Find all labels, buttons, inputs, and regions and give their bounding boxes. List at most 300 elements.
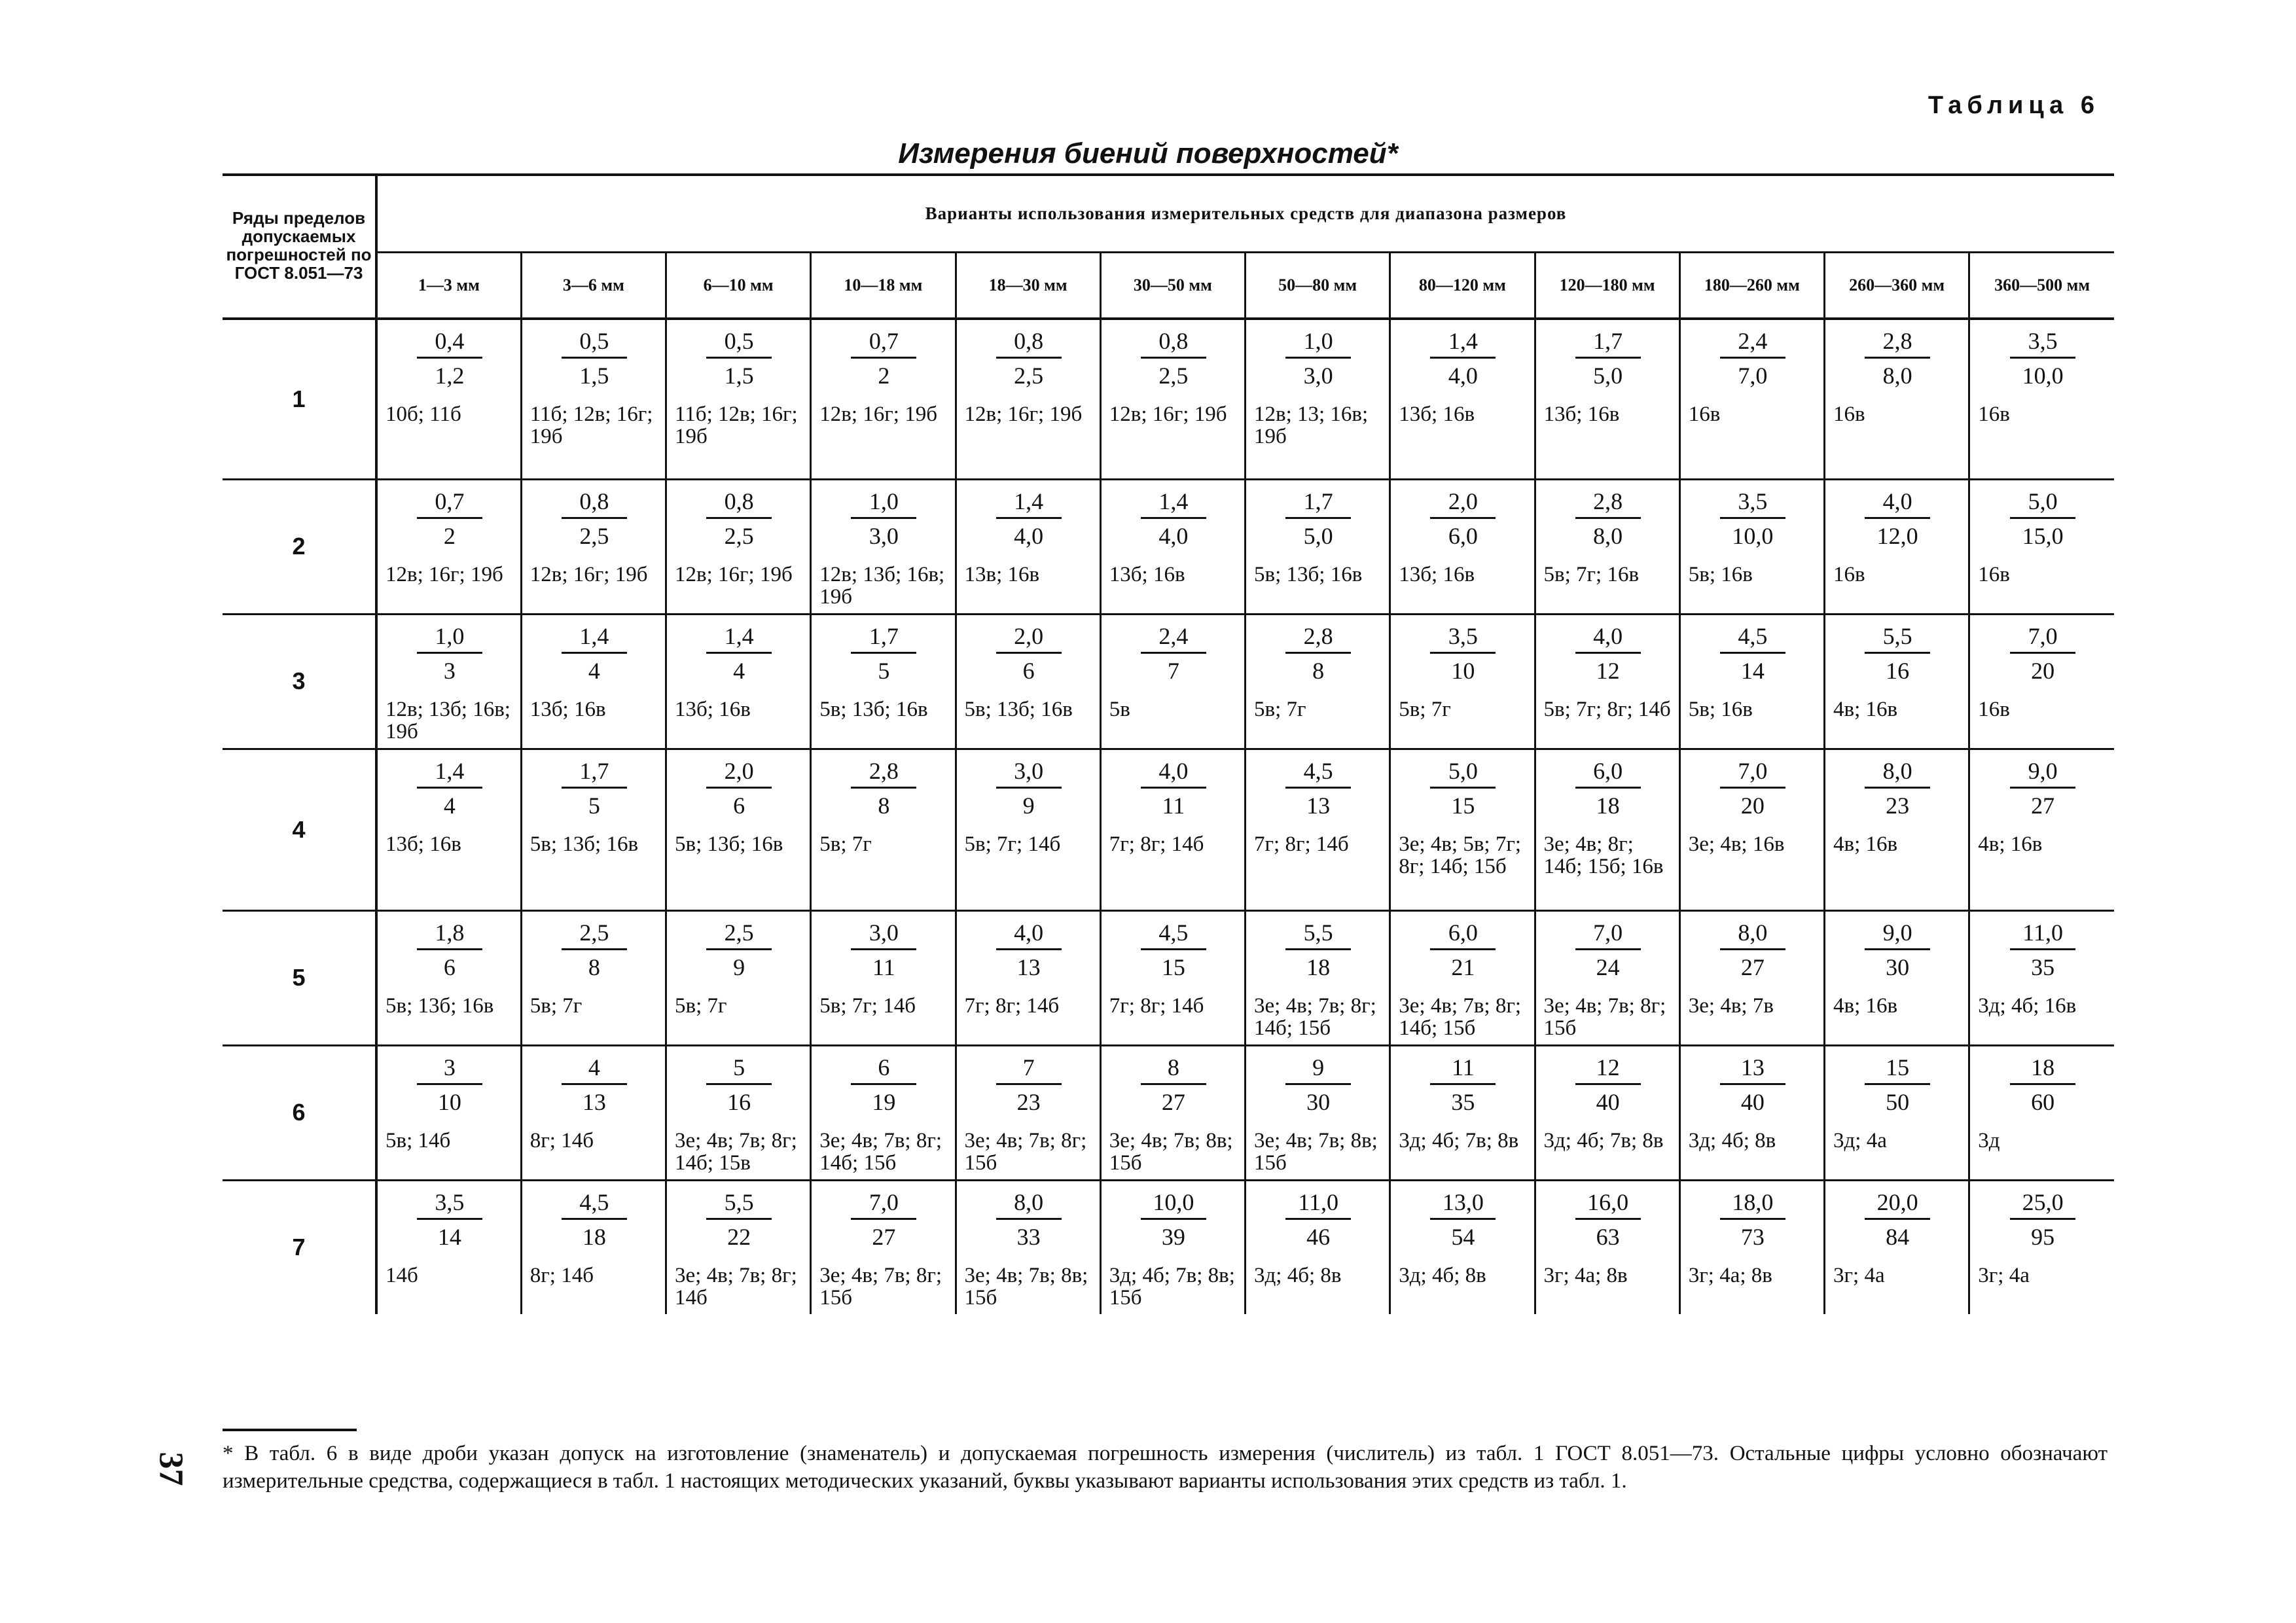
table-cell — [1825, 1045, 1969, 1180]
measurement-error-numerator: 1,0 — [851, 487, 916, 519]
tolerance-fraction — [1141, 1188, 1206, 1251]
tolerance-fraction — [1865, 918, 1930, 982]
tolerance-denominator: 19 — [872, 1088, 896, 1115]
measuring-means-codes: 3д; 4б; 8в — [1254, 1263, 1342, 1287]
measurement-error-numerator: 2,5 — [562, 918, 627, 950]
tolerance-fraction — [562, 1053, 627, 1116]
measuring-means-codes: 3е; 4в; 7в; 8г; 14б; 15б — [1254, 993, 1376, 1040]
measurement-error-numerator: 3,5 — [1430, 622, 1496, 654]
table-cell — [1246, 1045, 1390, 1180]
tolerance-fraction — [706, 487, 772, 550]
measurement-error-numerator: 2,8 — [1575, 487, 1641, 519]
measuring-means-codes: 3д; 4б; 7в; 8в; 15б — [1109, 1263, 1235, 1310]
size-range-header: 6—10 мм — [666, 253, 811, 319]
table-cell — [1679, 479, 1824, 614]
tolerance-denominator: 8 — [588, 954, 600, 980]
measurement-error-numerator: 1,4 — [562, 622, 627, 654]
measurement-error-numerator: 2,8 — [1285, 622, 1351, 654]
measurement-error-numerator: 11 — [1430, 1053, 1496, 1085]
table-cell — [1100, 319, 1245, 479]
measuring-means-codes: 3е; 4в; 7в; 8г; 14б — [675, 1263, 797, 1310]
measurement-error-numerator: 7,0 — [851, 1188, 916, 1220]
tolerance-fraction — [996, 1053, 1062, 1116]
tolerance-fraction — [996, 1188, 1062, 1251]
table-cell — [376, 910, 521, 1045]
tolerance-denominator: 21 — [1451, 954, 1475, 980]
measuring-means-codes: 16в — [1978, 697, 2010, 721]
measuring-means-codes: 12в; 13; 16в; 19б — [1254, 402, 1369, 448]
page-number: 37 — [152, 1452, 190, 1486]
measurement-error-numerator: 3,5 — [1720, 487, 1785, 519]
measuring-means-codes: 7г; 8г; 14б — [964, 993, 1060, 1018]
table-row — [223, 319, 2114, 479]
tolerance-denominator: 95 — [2031, 1223, 2055, 1250]
table-cell — [1825, 479, 1969, 614]
table-cell — [1679, 749, 1824, 910]
tolerance-denominator: 73 — [1740, 1223, 1765, 1250]
measurement-error-numerator: 20,0 — [1865, 1188, 1930, 1220]
table-cell — [1535, 614, 1679, 749]
size-range-header: 50—80 мм — [1246, 253, 1390, 319]
table-cell — [1246, 1180, 1390, 1314]
table-cell — [1535, 910, 1679, 1045]
measurement-error-numerator: 0,8 — [562, 487, 627, 519]
measuring-means-codes: 12в; 13б; 16в; 19б — [386, 697, 511, 743]
measurement-error-numerator: 0,7 — [851, 327, 916, 359]
runout-measurements-table — [223, 173, 2114, 1314]
measuring-means-codes: 7г; 8г; 14б — [1109, 832, 1204, 856]
measuring-means-codes: 5в; 7г; 16в — [1543, 562, 1640, 586]
measuring-means-codes: 7г; 8г; 14б — [1254, 832, 1349, 856]
measuring-means-codes: 3е; 4в; 5в; 7г; 8г; 14б; 15б — [1399, 832, 1522, 878]
tolerance-denominator: 54 — [1451, 1223, 1475, 1250]
measuring-means-codes: 5в; 7г; 8г; 14б — [1543, 697, 1671, 721]
tolerance-denominator: 8 — [1312, 657, 1325, 684]
measuring-means-codes: 10б; 11б — [386, 402, 461, 426]
table-cell — [1390, 910, 1535, 1045]
measurement-error-numerator: 5 — [706, 1053, 772, 1085]
table-title: Измерения биений поверхностей* — [898, 137, 1398, 169]
measurement-error-numerator: 1,4 — [1430, 327, 1496, 359]
tolerance-denominator: 60 — [2031, 1088, 2055, 1115]
tolerance-fraction — [1575, 1188, 1641, 1251]
table-cell — [521, 910, 666, 1045]
table-row — [223, 1180, 2114, 1314]
measuring-means-codes: 4в; 16в — [1833, 832, 1898, 856]
measuring-means-codes: 11б; 12в; 16г; 19б — [675, 402, 798, 448]
measurement-error-numerator: 4,5 — [1141, 918, 1206, 950]
tolerance-denominator: 7,0 — [1738, 363, 1768, 389]
table-cell — [1100, 479, 1245, 614]
measurement-error-numerator: 2,0 — [706, 757, 772, 789]
table-cell — [1969, 319, 2114, 479]
tolerance-denominator: 23 — [1886, 792, 1910, 819]
measuring-means-codes: 3е; 4в; 7в; 8г; 15б — [819, 1263, 942, 1310]
measuring-means-codes: 13б; 16в — [1399, 402, 1475, 426]
tolerance-denominator: 18 — [1306, 954, 1331, 980]
measuring-means-codes: 5в; 13б; 16в — [1254, 562, 1363, 586]
measurement-error-numerator: 13 — [1720, 1053, 1785, 1085]
measurement-error-numerator: 2,0 — [996, 622, 1062, 654]
measuring-means-codes: 13б; 16в — [1543, 402, 1620, 426]
tolerance-denominator: 4,0 — [1158, 522, 1189, 549]
tolerance-fraction — [1575, 622, 1641, 685]
tolerance-fraction — [851, 327, 916, 390]
tolerance-denominator: 14 — [1740, 657, 1765, 684]
tolerance-fraction — [1575, 918, 1641, 982]
measurement-error-numerator: 7,0 — [1720, 757, 1785, 789]
tolerance-fraction — [1720, 622, 1785, 685]
table-cell — [1100, 1045, 1245, 1180]
table-cell — [956, 749, 1100, 910]
tolerance-fraction — [562, 757, 627, 820]
tolerance-fraction — [562, 1188, 627, 1251]
measurement-error-numerator: 4,0 — [996, 918, 1062, 950]
tolerance-denominator: 24 — [1596, 954, 1620, 980]
measuring-means-codes: 13б; 16в — [1109, 562, 1185, 586]
measuring-means-codes: 4в; 16в — [1833, 993, 1898, 1018]
measurement-error-numerator: 6,0 — [1430, 918, 1496, 950]
measuring-means-codes: 12в; 13б; 16в; 19б — [819, 562, 945, 609]
size-range-header: 3—6 мм — [521, 253, 666, 319]
table-cell — [811, 479, 956, 614]
measuring-means-codes: 3е; 4в; 7в — [1688, 993, 1774, 1018]
size-range-header: 120—180 мм — [1535, 253, 1679, 319]
tolerance-fraction — [1285, 1188, 1351, 1251]
tolerance-denominator: 30 — [1306, 1088, 1331, 1115]
table-cell — [1246, 749, 1390, 910]
measurement-error-numerator: 5,0 — [1430, 757, 1496, 789]
table-cell — [1535, 319, 1679, 479]
measurement-error-numerator: 4 — [562, 1053, 627, 1085]
tolerance-fraction — [562, 487, 627, 550]
table-cell — [1100, 614, 1245, 749]
tolerance-fraction — [1720, 1188, 1785, 1251]
tolerance-denominator: 8,0 — [1882, 363, 1912, 389]
tolerance-denominator: 6 — [1022, 657, 1035, 684]
measuring-means-codes: 3д; 4б; 7в; 8в — [1543, 1128, 1664, 1152]
measuring-means-codes: 5в; 13б; 16в — [964, 697, 1073, 721]
tolerance-fraction — [1430, 622, 1496, 685]
tolerance-denominator: 20 — [1740, 792, 1765, 819]
measurement-error-numerator: 8,0 — [996, 1188, 1062, 1220]
tolerance-fraction — [851, 487, 916, 550]
measurement-error-numerator: 9,0 — [1865, 918, 1930, 950]
tolerance-fraction — [417, 622, 482, 685]
tolerance-fraction — [1141, 1053, 1206, 1116]
tolerance-fraction — [1430, 757, 1496, 820]
tolerance-fraction — [1865, 622, 1930, 685]
size-range-header: 1—3 мм — [376, 253, 521, 319]
tolerance-denominator: 10,0 — [1732, 522, 1774, 549]
measurement-error-numerator: 0,8 — [706, 487, 772, 519]
row-series-label: 7 — [223, 1180, 376, 1314]
table-cell — [1969, 749, 2114, 910]
table-cell — [811, 614, 956, 749]
size-range-header: 30—50 мм — [1100, 253, 1245, 319]
measuring-means-codes: 5в; 7г — [529, 993, 583, 1018]
measurement-error-numerator: 4,5 — [1720, 622, 1785, 654]
tolerance-fraction — [706, 622, 772, 685]
tolerance-fraction — [1141, 327, 1206, 390]
tolerance-denominator: 63 — [1596, 1223, 1620, 1250]
measuring-means-codes: 3д; 4б; 8в — [1688, 1128, 1776, 1152]
measuring-means-codes: 11б; 12в; 16г; 19б — [529, 402, 653, 448]
table-cell — [1679, 319, 1824, 479]
measurement-error-numerator: 2,0 — [1430, 487, 1496, 519]
size-range-header: 260—360 мм — [1825, 253, 1969, 319]
tolerance-denominator: 2 — [878, 363, 890, 389]
table-cell — [1246, 319, 1390, 479]
measuring-means-codes: 12в; 16г; 19б — [1109, 402, 1227, 426]
measuring-means-codes: 16в — [1833, 562, 1865, 586]
measuring-means-codes: 5в; 13б; 16в — [386, 993, 494, 1018]
tolerance-denominator: 46 — [1306, 1223, 1331, 1250]
measuring-means-codes: 3е; 4в; 8г; 14б; 15б; 16в — [1543, 832, 1664, 878]
measuring-means-codes: 3д — [1978, 1128, 2000, 1152]
measurement-error-numerator: 12 — [1575, 1053, 1641, 1085]
measuring-means-codes: 12в; 16г; 19б — [529, 562, 648, 586]
measurement-error-numerator: 1,4 — [1141, 487, 1206, 519]
tolerance-fraction — [417, 757, 482, 820]
table-cell — [666, 479, 811, 614]
tolerance-denominator: 84 — [1886, 1223, 1910, 1250]
measurement-error-numerator: 5,5 — [706, 1188, 772, 1220]
tolerance-denominator: 2,5 — [1158, 363, 1189, 389]
measuring-means-codes: 3г; 4а — [1978, 1263, 2030, 1287]
tolerance-denominator: 4,0 — [1014, 522, 1044, 549]
tolerance-fraction — [2010, 622, 2075, 685]
tolerance-denominator: 8 — [878, 792, 890, 819]
measuring-means-codes: 12в; 16г; 19б — [819, 402, 937, 426]
table-cell — [376, 1045, 521, 1180]
table-cell — [811, 319, 956, 479]
measurement-error-numerator: 25,0 — [2010, 1188, 2075, 1220]
tolerance-fraction — [706, 327, 772, 390]
measurement-error-numerator: 7,0 — [1575, 918, 1641, 950]
measurement-error-numerator: 2,8 — [1865, 327, 1930, 359]
measurement-error-numerator: 8,0 — [1865, 757, 1930, 789]
table-cell — [1390, 1180, 1535, 1314]
table-cell — [666, 910, 811, 1045]
measurement-error-numerator: 15 — [1865, 1053, 1930, 1085]
tolerance-denominator: 4 — [443, 792, 456, 819]
table-cell — [811, 1045, 956, 1180]
measurement-error-numerator: 4,0 — [1141, 757, 1206, 789]
measuring-means-codes: 5в; 14б — [386, 1128, 451, 1152]
measurement-error-numerator: 0,8 — [996, 327, 1062, 359]
row-series-label: 5 — [223, 910, 376, 1045]
table-cell — [811, 1180, 956, 1314]
measurement-error-numerator: 5,5 — [1865, 622, 1930, 654]
tolerance-fraction — [851, 757, 916, 820]
measuring-means-codes: 5в; 13б; 16в — [675, 832, 783, 856]
table-cell — [1679, 614, 1824, 749]
tolerance-fraction — [706, 918, 772, 982]
measurement-error-numerator: 1,4 — [417, 757, 482, 789]
table-cell — [376, 319, 521, 479]
tolerance-fraction — [1720, 757, 1785, 820]
measurement-error-numerator: 5,0 — [2010, 487, 2075, 519]
tolerance-fraction — [1865, 757, 1930, 820]
measuring-means-codes: 13б; 16в — [1399, 562, 1475, 586]
measurement-error-numerator: 1,0 — [1285, 327, 1351, 359]
tolerance-fraction — [1285, 918, 1351, 982]
tolerance-denominator: 13 — [1306, 792, 1331, 819]
tolerance-denominator: 15,0 — [2022, 522, 2064, 549]
tolerance-fraction — [996, 487, 1062, 550]
table-row — [223, 479, 2114, 614]
tolerance-fraction — [2010, 757, 2075, 820]
tolerance-denominator: 9 — [1022, 792, 1035, 819]
table-cell — [956, 319, 1100, 479]
measurement-error-numerator: 2,5 — [706, 918, 772, 950]
tolerance-fraction — [2010, 918, 2075, 982]
row-series-label: 3 — [223, 614, 376, 749]
tolerance-fraction — [2010, 327, 2075, 390]
table-row — [223, 1045, 2114, 1180]
tolerance-denominator: 6,0 — [1448, 522, 1478, 549]
tolerance-fraction — [1575, 757, 1641, 820]
measurement-error-numerator: 4,5 — [562, 1188, 627, 1220]
measuring-means-codes: 5в; 16в — [1688, 697, 1753, 721]
tolerance-denominator: 11 — [872, 954, 895, 980]
measuring-means-codes: 3е; 4в; 7в; 8г; 14б; 15в — [675, 1128, 797, 1175]
tolerance-denominator: 27 — [1161, 1088, 1185, 1115]
table-cell — [376, 479, 521, 614]
measuring-means-codes: 3г; 4а; 8в — [1543, 1263, 1628, 1287]
tolerance-denominator: 15 — [1161, 954, 1185, 980]
measurement-error-numerator: 1,7 — [851, 622, 916, 654]
table-cell — [1825, 749, 1969, 910]
tolerance-denominator: 9 — [733, 954, 745, 980]
measuring-means-codes: 3е; 4в; 7в; 8в; 15б — [964, 1263, 1088, 1310]
tolerance-denominator: 40 — [1596, 1088, 1620, 1115]
table-row — [223, 614, 2114, 749]
measurement-error-numerator: 5,5 — [1285, 918, 1351, 950]
table-cell — [1825, 910, 1969, 1045]
tolerance-fraction — [851, 1053, 916, 1116]
measuring-means-codes: 5в; 7г; 14б — [819, 993, 916, 1018]
table-body — [223, 319, 2114, 1314]
tolerance-fraction — [996, 327, 1062, 390]
measurement-error-numerator: 1,0 — [417, 622, 482, 654]
table-row — [223, 749, 2114, 910]
tolerance-fraction — [417, 487, 482, 550]
measuring-means-codes: 3е; 4в; 7в; 8г; 15б — [1543, 993, 1666, 1040]
tolerance-denominator: 39 — [1161, 1223, 1185, 1250]
tolerance-denominator: 4,0 — [1448, 363, 1478, 389]
size-range-header: 80—120 мм — [1390, 253, 1535, 319]
table-cell — [521, 319, 666, 479]
tolerance-denominator: 3,0 — [869, 522, 899, 549]
tolerance-fraction — [2010, 1188, 2075, 1251]
tolerance-fraction — [417, 327, 482, 390]
measuring-means-codes: 5в — [1109, 697, 1130, 721]
measurement-error-numerator: 6 — [851, 1053, 916, 1085]
table-cell — [1535, 479, 1679, 614]
measuring-means-codes: 3д; 4а — [1833, 1128, 1887, 1152]
measurement-error-numerator: 3,5 — [2010, 327, 2075, 359]
table-cell — [666, 749, 811, 910]
table-cell — [956, 1045, 1100, 1180]
table-cell — [1825, 319, 1969, 479]
table-cell — [1246, 910, 1390, 1045]
measurement-error-numerator: 13,0 — [1430, 1188, 1496, 1220]
row-series-header: Ряды пределов допускаемых погрешностей по ГОСТ 8.051—73 — [223, 175, 376, 319]
tolerance-fraction — [1575, 327, 1641, 390]
tolerance-denominator: 3,0 — [1303, 363, 1333, 389]
tolerance-fraction — [1865, 327, 1930, 390]
measuring-means-codes: 3е; 4в; 7в; 8г; 14б; 15б — [1399, 993, 1522, 1040]
tolerance-fraction — [1285, 1053, 1351, 1116]
tolerance-fraction — [1285, 327, 1351, 390]
table-cell — [1390, 479, 1535, 614]
tolerance-fraction — [1865, 1053, 1930, 1116]
measurement-error-numerator: 0,5 — [562, 327, 627, 359]
table-cell — [376, 749, 521, 910]
table-cell — [956, 479, 1100, 614]
table-cell — [521, 1045, 666, 1180]
table-cell — [1535, 749, 1679, 910]
measurement-error-numerator: 1,4 — [996, 487, 1062, 519]
tolerance-fraction — [1865, 487, 1930, 550]
size-ranges-header-row — [223, 253, 2114, 319]
tolerance-denominator: 50 — [1886, 1088, 1910, 1115]
tolerance-fraction — [851, 1188, 916, 1251]
table-cell — [1535, 1045, 1679, 1180]
measurement-error-numerator: 4,0 — [1575, 622, 1641, 654]
table-cell — [666, 614, 811, 749]
table-cell — [1390, 614, 1535, 749]
table-cell — [666, 1045, 811, 1180]
tolerance-denominator: 22 — [727, 1223, 751, 1250]
measurement-error-numerator: 11,0 — [1285, 1188, 1351, 1220]
table-cell — [521, 1180, 666, 1314]
measuring-means-codes: 12в; 16г; 19б — [386, 562, 503, 586]
measuring-means-codes: 3е; 4в; 7в; 8г; 15б — [964, 1128, 1087, 1175]
tolerance-denominator: 5,0 — [1593, 363, 1623, 389]
table-cell — [1100, 910, 1245, 1045]
table-cell — [1390, 1045, 1535, 1180]
measurement-error-numerator: 0,4 — [417, 327, 482, 359]
table-cell — [956, 614, 1100, 749]
measurement-error-numerator: 3,5 — [417, 1188, 482, 1220]
table-cell — [521, 614, 666, 749]
measuring-means-codes: 12в; 16г; 19б — [964, 402, 1083, 426]
table-cell — [811, 910, 956, 1045]
table-cell — [1969, 1045, 2114, 1180]
tolerance-denominator: 1,5 — [724, 363, 754, 389]
measurement-error-numerator: 10,0 — [1141, 1188, 1206, 1220]
measurement-error-numerator: 4,5 — [1285, 757, 1351, 789]
measurement-error-numerator: 2,4 — [1141, 622, 1206, 654]
table-cell — [1969, 479, 2114, 614]
tolerance-fraction — [1720, 1053, 1785, 1116]
tolerance-fraction — [851, 918, 916, 982]
measuring-means-codes: 3д; 4б; 16в — [1978, 993, 2077, 1018]
tolerance-fraction — [996, 622, 1062, 685]
tolerance-denominator: 16 — [727, 1088, 751, 1115]
tolerance-denominator: 27 — [2031, 792, 2055, 819]
measurement-error-numerator: 16,0 — [1575, 1188, 1641, 1220]
measurement-error-numerator: 3 — [417, 1053, 482, 1085]
measurement-error-numerator: 1,8 — [417, 918, 482, 950]
tolerance-denominator: 10,0 — [2022, 363, 2064, 389]
tolerance-fraction — [1285, 757, 1351, 820]
measuring-means-codes: 16в — [1833, 402, 1865, 426]
table-cell — [1100, 749, 1245, 910]
